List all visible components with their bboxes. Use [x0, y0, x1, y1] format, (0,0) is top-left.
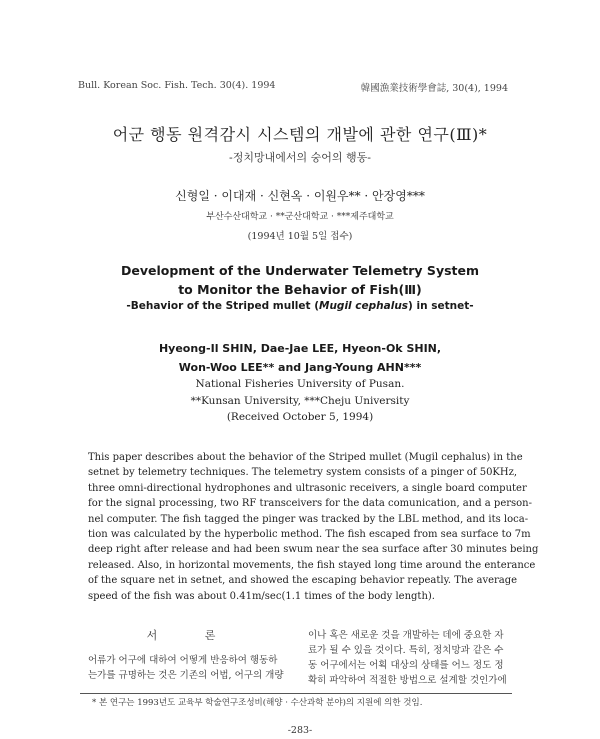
english-subtitle-suffix: ) in setnet- [408, 300, 474, 312]
body-column-left [88, 628, 296, 683]
body-line: 료가 될 수 있을 것이다. 특히, 정치망과 같은 수 [308, 645, 504, 656]
english-affiliation-line-2: **Kunsan University, ***Cheju University [190, 394, 410, 407]
english-authors-line-2: Won-Woo LEE** and Jang-Young AHN*** [178, 361, 422, 374]
korean-subtitle: -정치망내에서의 숭어의 행동- [229, 151, 371, 164]
abstract-line: setnet by telemetry techniques. The telemetry system consists of a pinger of 50KHz, [88, 467, 518, 479]
abstract-line: released. Also, in horizontal movements, the fish stayed long time around the enterance [88, 559, 536, 571]
english-subtitle [0, 300, 600, 312]
abstract-line: for the signal processing, two RF transceivers for the data comunication, and a person- [88, 498, 532, 510]
english-authors [0, 339, 600, 377]
english-authors-line-1: Hyeong-Il SHIN, Dae-Jae LEE, Hyeon-Ok SHIN, [158, 342, 442, 355]
korean-received-date: (1994년 10월 5일 접수) [247, 231, 353, 242]
abstract [88, 450, 539, 604]
body-line: 는가를 규명하는 것은 기존의 어법, 어구의 개량 [88, 670, 284, 681]
english-title-line-1: Development of the Underwater Telemetry System [120, 263, 480, 278]
body-line: 어류가 어구에 대하여 어떻게 반응하여 행동하 [88, 655, 278, 666]
running-head-right: 韓國漁業技術學會誌, 30(4), 1994 [360, 83, 508, 94]
english-subtitle-species: Mugil cephalus [319, 300, 409, 312]
running-head-left: Bull. Korean Soc. Fish. Tech. 30(4). 1994 [78, 80, 276, 91]
english-title-line-2: to Monitor the Behavior of Fish(Ⅲ) [178, 282, 422, 297]
running-head [78, 80, 508, 94]
body-line: 이나 혹은 새로운 것을 개발하는 데에 중요한 자 [308, 630, 504, 641]
footnote: * 본 연구는 1993년도 교육부 학술연구조성비(해양 · 수산과학 분야)의 지원에 의한 것임. [92, 698, 423, 708]
english-title [0, 261, 600, 299]
abstract-line: This paper describes about the behavior of the Striped mullet (Mugil cephalus) in the [88, 452, 523, 463]
abstract-line: of the square net in setnet, and showed the escaping behavior repeatly. The average [88, 575, 518, 587]
abstract-line: speed of the fish was about 0.41m/sec(1.1 times of the body length). [88, 590, 435, 602]
footnote-divider [80, 693, 512, 694]
english-subtitle-prefix: -Behavior of the Striped mullet ( [126, 300, 319, 312]
korean-affiliations: 부산수산대학교 · **군산대학교 · ***제주대학교 [206, 212, 394, 222]
abstract-line: tion was calculated by the hyperbolic method. The fish escaped from sea surface to 7m [88, 529, 531, 541]
body-line: 동 어구에서는 어획 대상의 상태를 어느 정도 정 [308, 660, 504, 671]
abstract-line: three omni-directional hydrophones and ultrasonic receivers, a single board computer [88, 482, 527, 494]
english-received-date: (Received October 5, 1994) [226, 411, 374, 423]
body-column-right [308, 628, 512, 688]
body-line: 확히 파악하여 적절한 방법으로 설계할 것인가에 [308, 675, 507, 686]
page-number: -283- [287, 725, 313, 736]
abstract-line: nel computer. The fish tagged the pinger was tracked by the LBL method, and its loca- [88, 513, 529, 525]
english-affiliations [0, 376, 600, 426]
korean-authors: 신형일 · 이대재 · 신현옥 · 이원우** · 안장영*** [175, 189, 425, 203]
english-affiliation-line-1: National Fisheries University of Pusan. [195, 378, 405, 390]
abstract-line: deep right after release and had been swum near the sea surface after 30 minutes being [88, 544, 539, 556]
section-heading-introduction: 서 론 [146, 629, 238, 642]
korean-title: 어군 행동 원격감시 시스템의 개발에 관한 연구(Ⅲ)* [112, 125, 488, 144]
